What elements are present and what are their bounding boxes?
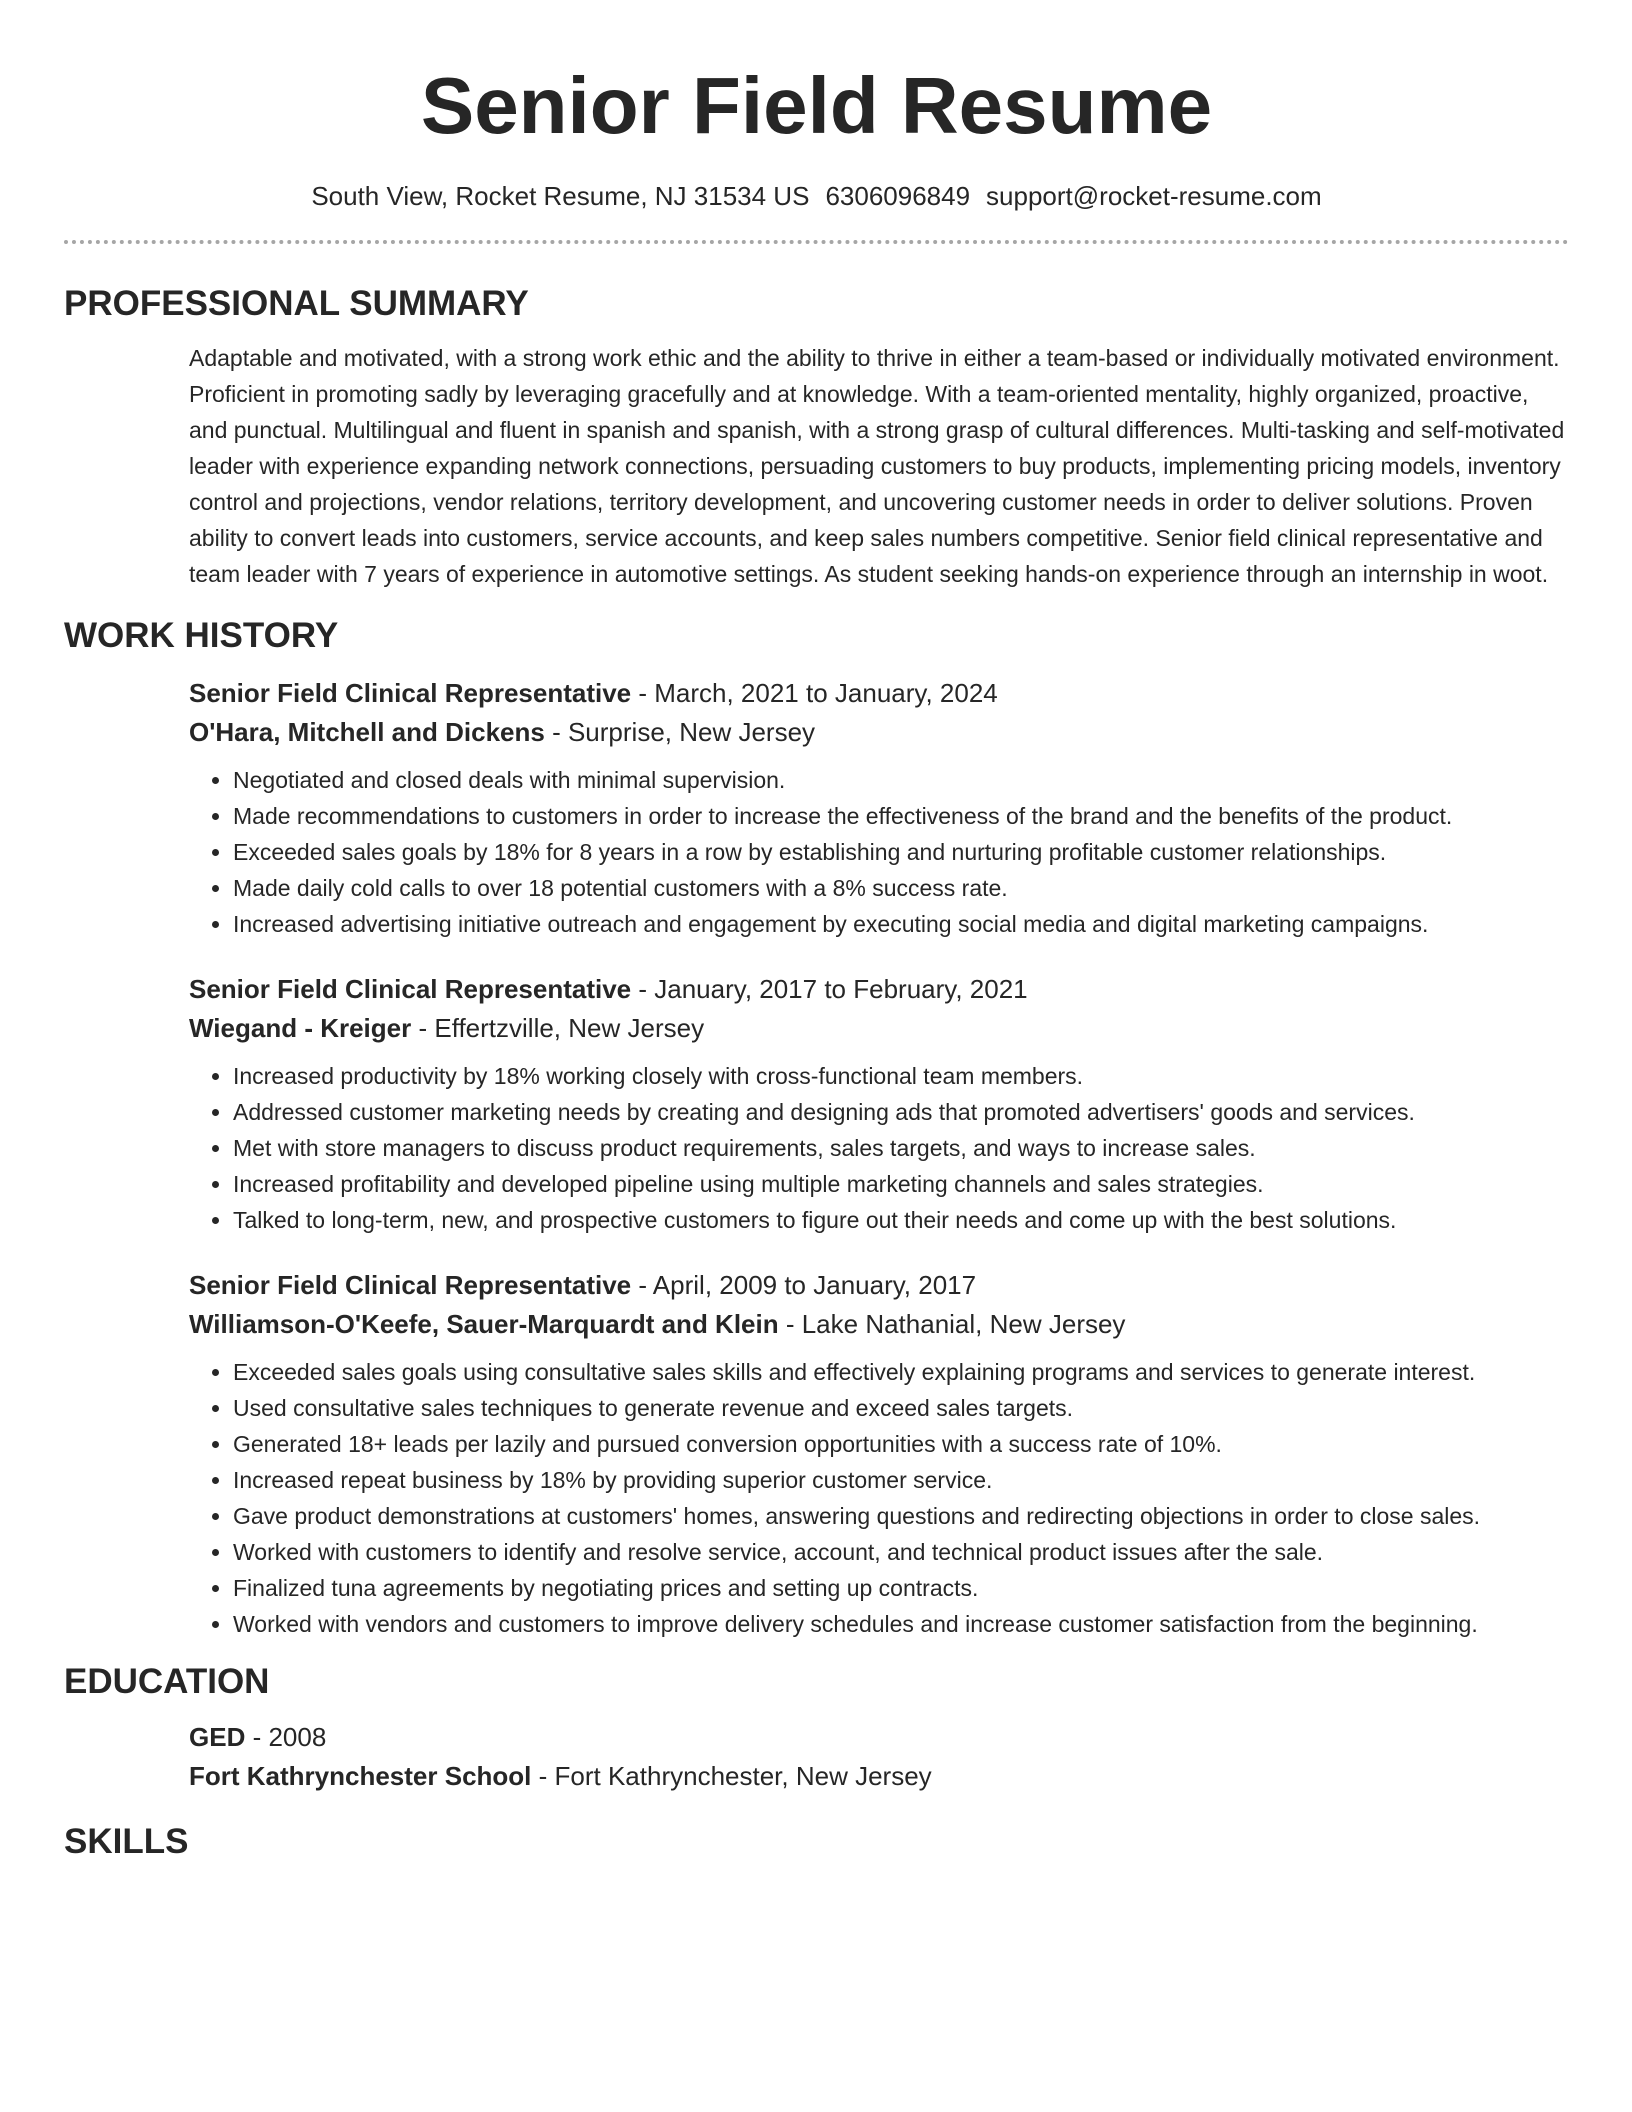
job-bullet: • Worked with vendors and customers to improve delivery schedules and increase customer satisfaction from the beginning. <box>233 1606 1569 1642</box>
resume-name: Senior Field Resume <box>420 61 1213 150</box>
job-bullet: • Increased repeat business by 18% by providing superior customer service. <box>233 1462 1569 1498</box>
job-bullet: • Increased productivity by 18% working closely with cross-functional team members. <box>233 1058 1569 1094</box>
job-bullet: • Used consultative sales techniques to generate revenue and exceed sales targets. <box>233 1390 1569 1426</box>
job-company: O'Hara, Mitchell and Dickens <box>189 717 545 747</box>
section-title-education: EDUCATION <box>64 1662 270 1701</box>
job-entry <box>189 674 1569 942</box>
job-role-line <box>189 674 1569 713</box>
job-bullet: • Exceeded sales goals using consultative sales skills and effectively explaining programs and services to generate interest. <box>233 1354 1569 1390</box>
education-year: - 2008 <box>245 1722 327 1752</box>
job-role-line <box>189 1266 1569 1305</box>
resume-page <box>64 0 1569 1864</box>
summary-text: Adaptable and motivated, with a strong work ethic and the ability to thrive in either a team-based or individually motivated environment. Proficient in promoting sadly by leveraging gracefully and at knowledge. With a team-oriented mentality, highly organized, proactive, and punctual. Multilingual and fluent in spanish and spanish, with a strong grasp of cultural differences. Multi-tasking and self-motivated leader with experience expanding network connections, persuading customers to buy products, implementing pricing models, inventory control and projections, vendor relations, territory development, and uncovering customer needs in order to deliver solutions. Proven ability to convert leads into customers, service accounts, and keep sales numbers competitive. Senior field clinical representative and team leader with 7 years of experience in automotive settings. As student seeking hands-on experience through an internship in woot. <box>189 345 1565 587</box>
job-bullet: • Exceeded sales goals by 18% for 8 years in a row by establishing and nurturing profitable customer relationships. <box>233 834 1569 870</box>
header-divider <box>64 240 1569 244</box>
job-location: - Lake Nathanial, New Jersey <box>778 1309 1126 1339</box>
education-location: - Fort Kathrynchester, New Jersey <box>531 1761 932 1791</box>
job-bullet: • Addressed customer marketing needs by creating and designing ads that promoted advertisers' goods and services. <box>233 1094 1569 1130</box>
job-location: - Effertzville, New Jersey <box>411 1013 705 1043</box>
job-bullet: • Finalized tuna agreements by negotiating prices and setting up contracts. <box>233 1570 1569 1606</box>
job-dates: - March, 2021 to January, 2024 <box>631 678 998 708</box>
job-entry <box>189 970 1569 1238</box>
job-bullet: • Made daily cold calls to over 18 potential customers with a 8% success rate. <box>233 870 1569 906</box>
job-role-line <box>189 970 1569 1009</box>
job-bullets <box>189 1058 1569 1238</box>
section-title-work-history: WORK HISTORY <box>64 616 339 655</box>
contact-line <box>64 178 1569 214</box>
job-company-line <box>189 1305 1569 1344</box>
job-dates: - January, 2017 to February, 2021 <box>631 974 1028 1004</box>
job-bullet: • Increased profitability and developed pipeline using multiple marketing channels and sales strategies. <box>233 1166 1569 1202</box>
job-role: Senior Field Clinical Representative <box>189 678 632 708</box>
education-degree-line <box>189 1718 1569 1757</box>
job-bullet: • Met with store managers to discuss product requirements, sales targets, and ways to increase sales. <box>233 1130 1569 1166</box>
section-title-summary: PROFESSIONAL SUMMARY <box>64 284 529 323</box>
job-bullet: • Increased advertising initiative outreach and engagement by executing social media and digital marketing campaigns. <box>233 906 1569 942</box>
contact-address: South View, Rocket Resume, NJ 31534 US <box>311 181 810 211</box>
job-bullets <box>189 762 1569 942</box>
job-bullet: • Generated 18+ leads per lazily and pursued conversion opportunities with a success rate of 10%. <box>233 1426 1569 1462</box>
job-bullet: • Worked with customers to identify and resolve service, account, and technical product issues after the sale. <box>233 1534 1569 1570</box>
contact-email: support@rocket-resume.com <box>986 181 1322 211</box>
job-bullets <box>189 1354 1569 1642</box>
job-dates: - April, 2009 to January, 2017 <box>631 1270 977 1300</box>
job-company: Wiegand - Kreiger <box>189 1013 412 1043</box>
job-company: Williamson-O'Keefe, Sauer-Marquardt and Klein <box>189 1309 779 1339</box>
job-bullet: • Gave product demonstrations at customers' homes, answering questions and redirecting objections in order to close sales. <box>233 1498 1569 1534</box>
job-location: - Surprise, New Jersey <box>544 717 816 747</box>
job-company-line <box>189 713 1569 752</box>
job-entry <box>189 1266 1569 1642</box>
contact-phone: 6306096849 <box>825 181 971 211</box>
education-entry <box>189 1718 1569 1796</box>
education-degree: GED <box>189 1722 246 1752</box>
job-bullet: • Made recommendations to customers in order to increase the effectiveness of the brand and the benefits of the product. <box>233 798 1569 834</box>
job-bullet: • Negotiated and closed deals with minimal supervision. <box>233 762 1569 798</box>
education-school: Fort Kathrynchester School <box>189 1761 532 1791</box>
job-company-line <box>189 1009 1569 1048</box>
job-bullet: • Talked to long-term, new, and prospective customers to figure out their needs and come up with the best solutions. <box>233 1202 1569 1238</box>
job-role: Senior Field Clinical Representative <box>189 974 632 1004</box>
job-role: Senior Field Clinical Representative <box>189 1270 632 1300</box>
section-title-skills: SKILLS <box>64 1822 189 1861</box>
education-school-line <box>189 1757 1569 1796</box>
